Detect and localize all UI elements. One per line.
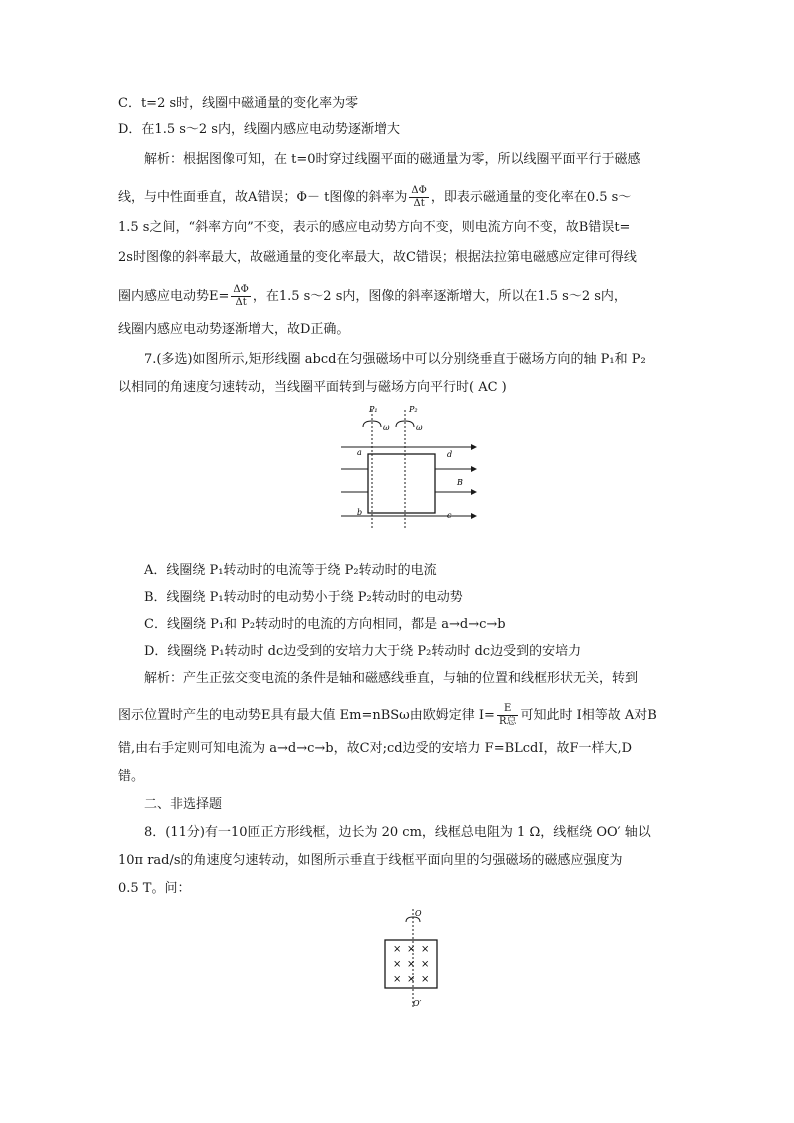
analysis7-line3: 错,由右手定则可知电流为 a→d→c→b，故C对;cd边受的安培力 F=BLcdI，故F一样大,D [118,741,633,756]
q8-line3: 0.5 T。问： [118,881,191,896]
section-heading: 二、非选择题 [144,797,223,812]
analysis7-line2-b: 可知此时 I相等故 A对B [520,708,657,723]
option-c-prev: C．t=2 s时，线圈中磁通量的变化率为零 [118,96,359,111]
q7-line2: 以相同的角速度匀速转动，当线圈平面转到与磁场方向平行时( AC ) [118,380,507,395]
fraction-denominator: Δt [413,198,425,209]
cross: × [421,974,430,985]
fraction-denominator: Δt [235,297,247,308]
option-d-prev: D．在1.5 s～2 s内，线圈内感应电动势逐渐增大 [118,122,400,137]
cross: × [393,974,402,985]
cross: × [407,944,416,955]
fraction-numerator: ΔΦ [411,185,427,196]
analysis6-line5 [118,284,627,309]
cross: × [407,974,416,985]
fraction-numerator: ΔΦ [233,284,249,295]
label-a: a [357,448,362,457]
q7-option-c: C．线圈绕 P₁和 P₂转动时的电流的方向相同，都是 a→d→c→b [144,617,506,632]
q7-option-a: A．线圈绕 P₁转动时的电流等于绕 P₂转动时的电流 [144,563,437,578]
fraction-dphi-dt-2 [231,284,250,309]
analysis7-line2 [118,703,657,728]
fraction-numerator: E [497,703,519,716]
analysis6-line2-a: 线，与中性面垂直，故A错误；Φ－ t图像的斜率为 [118,190,408,205]
q8-line1: 8．(11分)有一10匝正方形线框，边长为 20 cm，线框总电阻为 1 Ω，线框绕 OO′ 轴以 [144,825,651,840]
cross: × [407,959,416,970]
coil-figure [335,400,480,530]
label-b: b [357,508,363,517]
label-B: B [457,478,463,487]
arrowheads [471,444,477,519]
label-c: c [447,511,452,520]
coil-rectangle [368,454,435,513]
analysis6-line5-b: ，在1.5 s～2 s内，图像的斜率逐渐增大，所以在1.5 s～2 s内， [252,289,627,304]
analysis6-line5-a: 圈内感应电动势E= [118,289,230,304]
cross: × [393,959,402,970]
cross: × [393,944,402,955]
analysis7-line1: 解析：产生正弦交变电流的条件是轴和磁感线垂直，与轴的位置和线框形状无关，转到 [144,671,639,686]
analysis7-line2-a: 图示位置时产生的电动势E具有最大值 Em=nBSω由欧姆定律 I= [118,708,495,723]
label-d: d [447,450,453,459]
cross: × [421,959,430,970]
analysis6-line6: 线圈内感应电动势逐渐增大，故D正确。 [118,322,350,337]
label-o-top: O [415,909,422,918]
label-p1: P₁ [369,405,378,414]
q8-line2: 10π rad/s的角速度匀速转动，如图所示垂直于线框平面向里的匀强磁场的磁感应强度为 [118,853,623,868]
fraction-denominator: R总 [498,716,517,727]
analysis6-line1: 解析：根据图像可知，在 t=0时穿过线圈平面的磁通量为零，所以线圈平面平行于磁感 [144,152,641,167]
fraction-e-over-r [497,703,519,728]
q7-option-d: D．线圈绕 P₁转动时 dc边受到的安培力大于绕 P₂转动时 dc边受到的安培力 [144,644,582,659]
label-o-bottom: O′ [413,999,422,1008]
analysis6-line2 [118,185,631,210]
q7-line1: 7.(多选)如图所示,矩形线圈 abcd在匀强磁场中可以分别绕垂直于磁场方向的轴 P₁和 P₂ [144,352,646,367]
label-p2: P₂ [409,405,418,414]
label-omega-2: ω [416,423,423,432]
cross: × [421,944,430,955]
q7-option-b: B．线圈绕 P₁转动时的电动势小于绕 P₂转动时的电动势 [144,590,463,605]
label-omega-1: ω [383,423,390,432]
field-crosses [393,944,429,985]
frame-figure [380,905,445,1010]
fraction-dphi-dt [409,185,428,210]
analysis6-line4: 2s时图像的斜率最大，故磁通量的变化率最大，故C错误；根据法拉第电磁感应定律可得线 [118,250,637,265]
analysis6-line3: 1.5 s之间，“斜率方向”不变，表示的感应电动势方向不变，则电流方向不变，故B错误t= [118,220,631,235]
analysis7-line4: 错。 [118,769,145,784]
analysis6-line2-b: ，即表示磁通量的变化率在0.5 s～ [430,190,632,205]
